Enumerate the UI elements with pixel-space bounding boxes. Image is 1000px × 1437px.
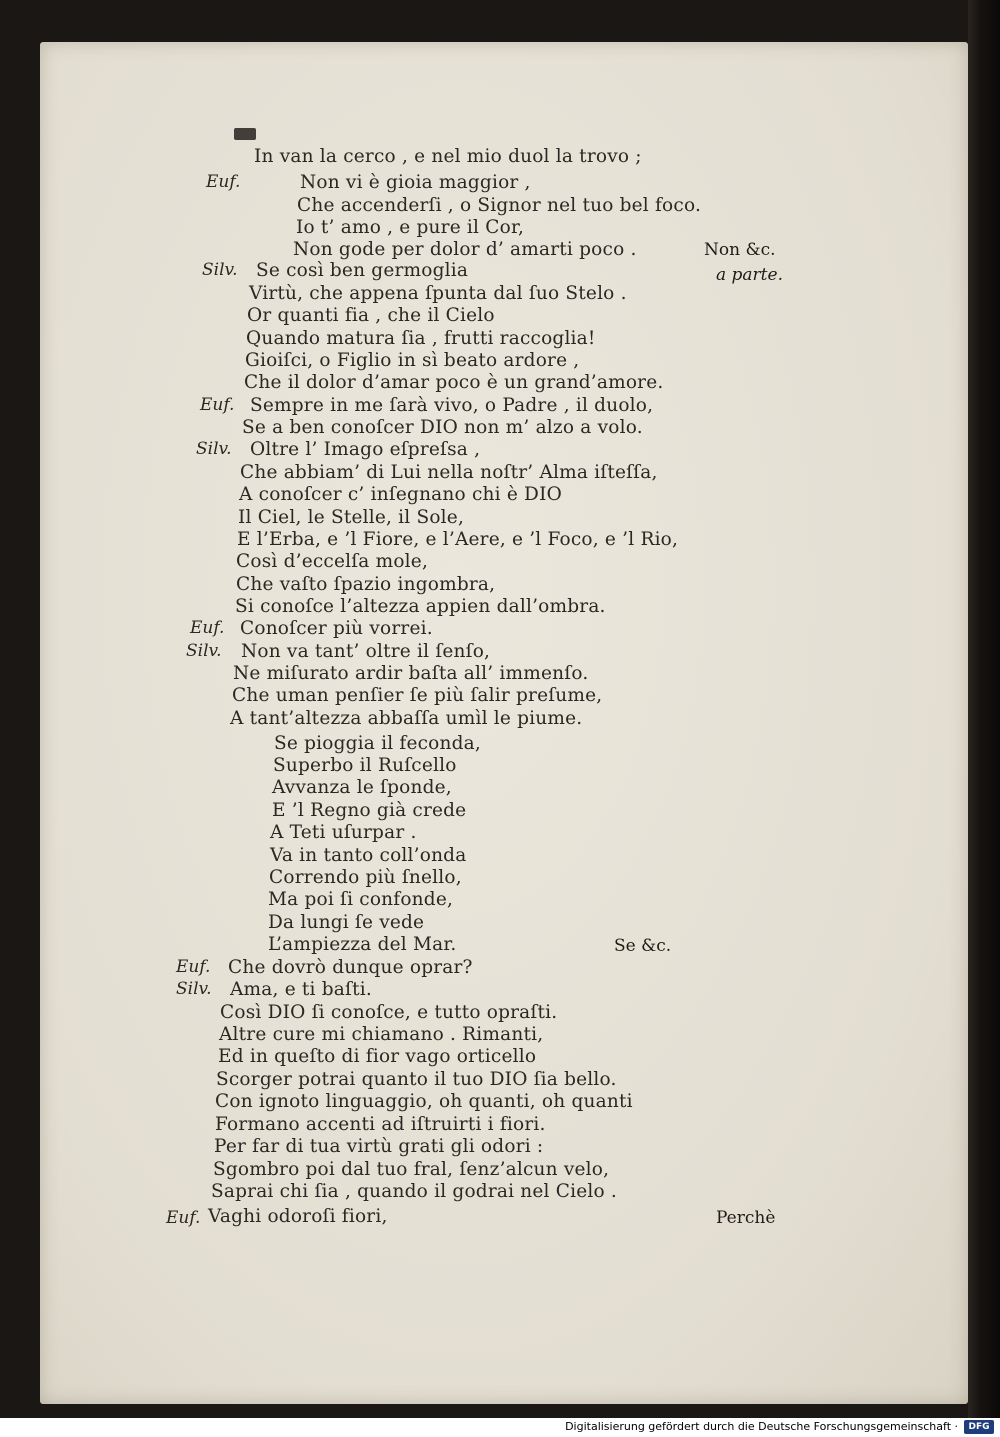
verse-line: Gioiſci, o Figlio in sì beato ardore , [245,350,580,371]
verse-line: Altre cure mi chiamano . Rimanti, [219,1024,544,1045]
verse-line: Correndo più ſnello, [269,867,462,888]
verse-line: Virtù, che appena ſpunta dal ſuo Stelo . [249,283,627,304]
verse-line: Così DIO ſi conoſce, e tutto opraſti. [220,1002,558,1023]
stage-note: Non &c. [704,240,776,260]
digitization-footer [0,1418,1000,1437]
verse-line: Per far di tua virtù grati gli odori : [214,1136,544,1157]
catchword: Perchè [716,1208,776,1228]
printer-ornament [234,128,256,140]
speaker-label: Euf. [166,1208,201,1228]
verse-line: Ma poi ſi confonde, [268,889,454,910]
verse-line: Non gode per dolor d’ amarti poco . [293,239,637,260]
verse-line: Avvanza le ſponde, [272,777,452,798]
stage-note: a parte. [716,265,783,285]
verse-line: Saprai chi ſia , quando il godrai nel Cielo . [211,1181,617,1202]
speaker-label: Silv. [186,641,222,661]
verse-line: Conoſcer più vorrei. [240,618,433,639]
verse-line: Che vaſto ſpazio ingombra, [236,574,496,595]
speaker-label: Euf. [206,172,241,192]
verse-line: Sgombro poi dal tuo fral, ſenz’alcun velo, [213,1159,610,1180]
verse-line: L’ampiezza del Mar. [268,934,457,955]
speaker-label: Silv. [202,260,238,280]
speaker-label: Euf. [200,395,235,415]
speaker-label: Euf. [176,957,211,977]
verse-line: Che abbiam’ di Lui nella noſtr’ Alma iſteſſa, [240,462,658,483]
verse-line: Che accenderſi , o Signor nel tuo bel foco. [297,195,702,216]
book-edge [968,0,1000,1418]
verse-line: Io t’ amo , e pure il Cor, [296,217,525,238]
verse-line: Si conoſce l’altezza appien dall’ombra. [235,596,606,617]
speaker-label: Silv. [196,439,232,459]
verse-line: Se così ben germoglia [256,260,469,281]
verse-line: Oltre l’ Imago eſpreſsa , [250,439,481,460]
dfg-logo: DFG [964,1420,994,1434]
verse-line: Scorger potrai quanto il tuo DIO ſia bello. [216,1069,617,1090]
verse-line: Che dovrò dunque oprar? [228,957,473,978]
verse-line: Ne miſurato ardir baſta all’ immenſo. [233,663,589,684]
verse-line: Quando matura ſia , frutti raccoglia! [246,328,596,349]
verse-line: Formano accenti ad iſtruirti i fiori. [215,1114,546,1135]
verse-line: Vaghi odoroſi fiori, [208,1206,388,1227]
verse-line: Ama, e ti baſti. [230,979,372,1000]
footer-text: Digitalisierung gefördert durch die Deutsche Forschungsgemeinschaft · [565,1420,958,1433]
stage-note: Se &c. [614,936,672,956]
verse-line: Così d’eccelſa mole, [236,551,429,572]
verse-line: Or quanti fia , che il Cielo [247,305,495,326]
verse-line: Che uman penſier ſe più ſalir preſume, [232,685,603,706]
verse-line: E l’Erba, e ’l Fiore, e l’Aere, e ’l Foco, e ’l Rio, [237,529,679,550]
verse-line: Non vi è gioia maggior , [300,172,531,193]
verse-line: Ed in queſto di fior vago orticello [218,1046,537,1067]
verse-line: Sempre in me ſarà vivo, o Padre , il duolo, [250,395,654,416]
verse-line: A Teti uſurpar . [270,822,417,843]
verse-line: Che il dolor d’amar poco è un grand’amore. [244,372,664,393]
verse-line: In van la cerco , e nel mio duol la trovo ; [254,146,642,167]
verse-line: E ’l Regno già crede [272,800,467,821]
verse-line: Il Ciel, le Stelle, il Sole, [238,507,465,528]
verse-line: Superbo il Ruſcello [273,755,457,776]
speaker-label: Euf. [190,618,225,638]
verse-line: Se a ben conoſcer DIO non m’ alzo a volo. [242,417,643,438]
verse-line: A conoſcer c’ inſegnano chi è DIO [239,484,562,505]
verse-line: A tant’altezza abbaſſa umìl le piume. [230,708,583,729]
verse-line: Con ignoto linguaggio, oh quanti, oh quanti [215,1091,633,1112]
verse-line: Se pioggia il feconda, [274,733,481,754]
verse-line: Non va tant’ oltre il ſenſo, [241,641,491,662]
speaker-label: Silv. [176,979,212,999]
verse-line: Va in tanto coll’onda [270,845,467,866]
verse-line: Da lungi ſe vede [268,912,425,933]
